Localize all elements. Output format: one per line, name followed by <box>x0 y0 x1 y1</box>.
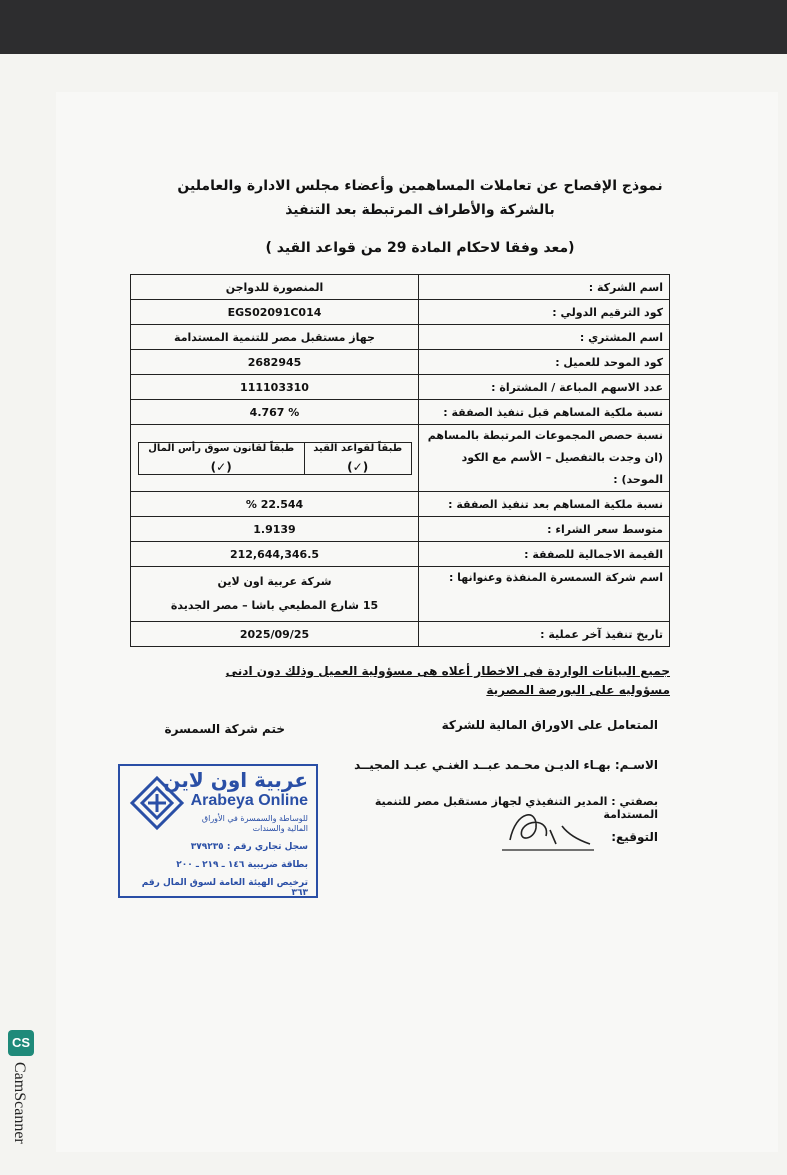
camscanner-logo-icon: CS <box>8 1030 34 1056</box>
row-label: تاريخ تنفيذ آخر عملية : <box>419 622 670 647</box>
camscanner-watermark: CamScanner <box>11 1062 28 1144</box>
broker-address: 15 شارع المطيعي باشا – مصر الجديدة <box>170 599 379 612</box>
row-label: اسم المشتري : <box>419 325 670 350</box>
name-line: الاسـم: بهـاء الديـن محـمد عبــد الغنـي عبـد المجيــد <box>354 758 658 772</box>
disclosure-table <box>130 274 670 647</box>
stamp-subtitle: للوساطة والسمسرة في الأوراق المالية والسندات <box>201 814 308 833</box>
row-value: % 4.767 <box>131 400 419 425</box>
broker-name: شركة عربية اون لاين <box>217 575 332 588</box>
table-row <box>131 517 670 542</box>
table-row <box>131 492 670 517</box>
row-value: 2682945 <box>131 350 419 375</box>
row-label: نسبة ملكية المساهم بعد تنفيذ الصفقة : <box>419 492 670 517</box>
stamp-arabic-name: عربية اون لاين <box>163 768 308 792</box>
row-label: متوسط سعر الشراء : <box>419 517 670 542</box>
row-label: نسبة ملكية المساهم قبل تنفيذ الصفقة : <box>419 400 670 425</box>
broker-value <box>131 567 419 622</box>
row-value: 111103310 <box>131 375 419 400</box>
viewer-top-bar <box>0 0 787 54</box>
stamp-license: ترخيص الهيئة العامة لسوق المال رقم ٣٦٣ <box>141 878 308 898</box>
dealer-heading: المتعامل على الاوراق المالية للشركة <box>441 718 658 732</box>
group-label-line1: نسبة حصص المجموعات المرتبطة بالمساهم <box>427 429 663 442</box>
row-value: 22.544 % <box>131 492 419 517</box>
signature-label: التوقيع: <box>611 830 658 844</box>
group-value <box>131 425 419 492</box>
group-col-capital-market-law <box>138 442 304 474</box>
broker-stamp <box>118 764 318 898</box>
role-line: بصفتي : المدير التنفيذي لجهاز مستقبل مصر للتنمية المستدامة <box>374 795 658 821</box>
row-value: 1.9139 <box>131 517 419 542</box>
row-value: جهاز مستقبل مصر للتنمية المستدامة <box>131 325 419 350</box>
form-title-line2: بالشركة والأطراف المرتبطة بعد التنفيذ <box>285 202 555 218</box>
table-row <box>131 325 670 350</box>
row-label: كود الموحد للعميل : <box>419 350 670 375</box>
table-row-broker <box>131 567 670 622</box>
table-row <box>131 622 670 647</box>
row-label: القيمة الاجمالية للصفقة : <box>419 542 670 567</box>
check-mark-icon: (✓) <box>210 459 232 474</box>
row-value: المنصورة للدواجن <box>131 275 419 300</box>
table-row <box>131 400 670 425</box>
row-value: 2025/09/25 <box>131 622 419 647</box>
broker-label: اسم شركة السمسرة المنفذة وعنوانها : <box>419 567 670 622</box>
row-label: كود الترقيم الدولي : <box>419 300 670 325</box>
group-col2-title: طبقاً لقانون سوق رأس المال <box>148 442 295 454</box>
disclaimer-note: جميع البيانات الواردة فى الاخطار أعلاه هى مسؤولية العميل وذلك دون ادنى مسؤوليه على البورصة المصرية <box>225 664 670 697</box>
group-label <box>419 425 670 492</box>
group-col-listing-rules <box>304 442 411 474</box>
stamp-heading: ختم شركة السمسرة <box>164 722 285 736</box>
form-title-line3: (معد وفقا لاحكام المادة 29 من قواعد القيد ) <box>265 240 575 256</box>
stamp-english-name: Arabeya Online <box>190 792 308 809</box>
row-label: عدد الاسهم المباعة / المشتراة : <box>419 375 670 400</box>
table-row <box>131 350 670 375</box>
group-subtable <box>138 442 412 475</box>
row-label: اسم الشركة : <box>419 275 670 300</box>
row-value: 212,644,346.5 <box>131 542 419 567</box>
table-row <box>131 542 670 567</box>
row-value: EGS02091C014 <box>131 300 419 325</box>
form-title-line1: نموذج الإفصاح عن تعاملات المساهمين وأعضاء مجلس الادارة والعاملين <box>177 178 663 194</box>
group-label-line2: (ان وجدت بالتفصيل – الأسم مع الكود الموحد) : <box>461 451 663 486</box>
table-row <box>131 275 670 300</box>
table-row-groups <box>131 425 670 492</box>
table-row <box>131 300 670 325</box>
table-row <box>131 375 670 400</box>
stamp-registry: سجل تجاري رقم : ٣٧٩٢٣٥ <box>190 842 308 852</box>
signature-scribble <box>498 800 598 860</box>
stamp-tax-card: بطاقة ضريبية ١٤٦ ـ ٢١٩ ـ ٢٠٠ <box>176 860 308 870</box>
group-col1-title: طبقاً لقواعد القيد <box>313 442 403 454</box>
check-mark-icon: (✓) <box>347 459 369 474</box>
